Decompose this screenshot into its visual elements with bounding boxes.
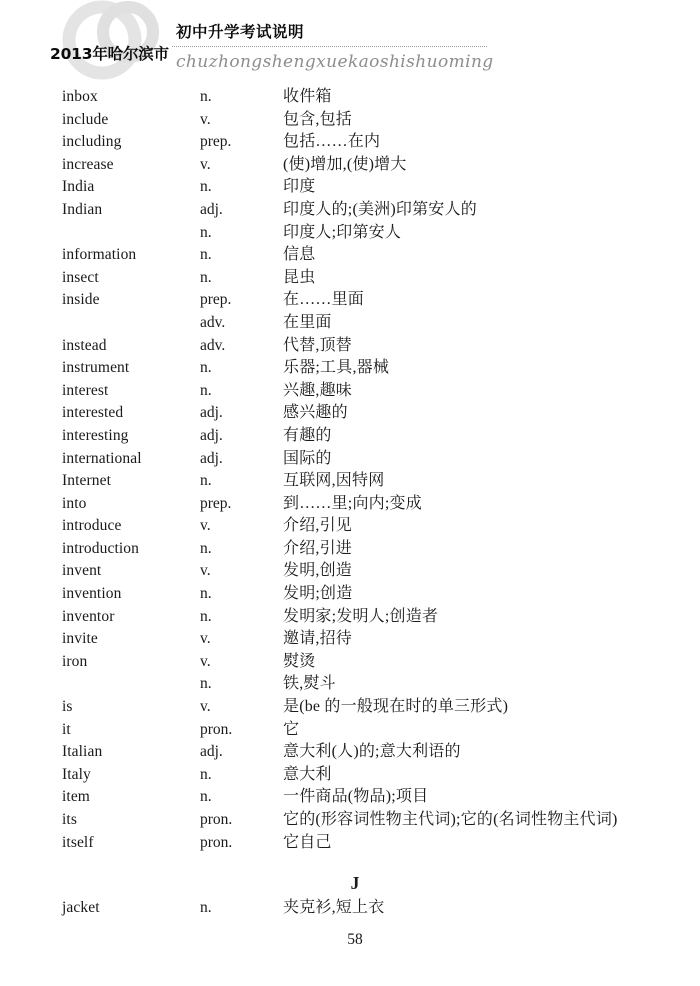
vocabulary-entry-row <box>0 380 700 403</box>
entry-definition: 到……里;向内;变成 <box>283 494 422 512</box>
entry-part-of-speech: prep. <box>200 133 232 151</box>
header-divider <box>172 46 487 47</box>
entry-part-of-speech: n. <box>200 223 212 241</box>
entry-part-of-speech: n. <box>200 899 212 916</box>
title-pinyin: chuzhongshengxuekaoshishuoming <box>176 52 494 72</box>
vocabulary-entry-row <box>0 357 700 380</box>
entry-part-of-speech: adv. <box>200 336 226 354</box>
entry-word: increase <box>62 155 114 173</box>
entry-part-of-speech: v. <box>200 562 211 580</box>
entry-definition: 它自己 <box>283 833 332 851</box>
vocabulary-entry-row <box>0 786 700 809</box>
entry-definition: 它 <box>283 720 300 738</box>
entry-definition: 收件箱 <box>283 88 332 105</box>
vocabulary-entry-row <box>0 199 700 222</box>
page-number: 58 <box>347 931 363 948</box>
entry-definition: 互联网,因特网 <box>283 472 385 490</box>
entry-part-of-speech: adj. <box>200 426 223 444</box>
vocabulary-entry-row <box>0 651 700 674</box>
entry-part-of-speech: pron. <box>200 811 233 828</box>
vocabulary-entry-row <box>0 109 700 132</box>
entry-definition: 信息 <box>283 246 316 264</box>
vocabulary-entry-row <box>0 696 700 719</box>
entry-word: Italy <box>62 765 91 783</box>
entry-part-of-speech: pron. <box>200 720 233 738</box>
vocabulary-entry-row <box>0 538 700 561</box>
entry-word: invent <box>62 562 102 580</box>
vocabulary-entry-row <box>0 425 700 448</box>
entry-definition: 是(be 的一般现在时的单三形式) <box>283 698 509 716</box>
entry-definition: 一件商品(物品);项目 <box>283 788 429 806</box>
entry-definition: 它的(形容词性物主代词);它的(名词性物主代词) <box>283 811 618 828</box>
vocabulary-entry-row <box>0 289 700 312</box>
entry-part-of-speech: v. <box>200 155 211 173</box>
entry-word: instead <box>62 336 107 354</box>
entry-definition: 在里面 <box>283 313 332 331</box>
entry-part-of-speech: n. <box>200 539 212 557</box>
vocabulary-entry-row <box>0 335 700 358</box>
entry-definition: 发明;创造 <box>283 585 353 603</box>
vocabulary-entry-row <box>0 86 700 109</box>
letter-section-heading <box>0 873 700 894</box>
vocabulary-entry-row <box>0 493 700 516</box>
entry-word: Internet <box>62 472 111 490</box>
entry-word: iron <box>62 652 88 670</box>
entry-word: into <box>62 494 87 512</box>
entry-word: is <box>62 698 73 716</box>
entry-definition: (使)增加,(使)增大 <box>283 155 407 173</box>
entry-part-of-speech: adj. <box>200 200 223 218</box>
vocabulary-list-j <box>0 897 700 920</box>
entry-part-of-speech: prep. <box>200 494 232 512</box>
vocabulary-entry-row <box>0 131 700 154</box>
entry-definition: 感兴趣的 <box>283 404 348 422</box>
entry-word: include <box>62 110 109 128</box>
entry-word: jacket <box>62 899 100 916</box>
entry-definition: 印度 <box>283 178 316 196</box>
vocabulary-entry-row <box>0 583 700 606</box>
entry-part-of-speech: n. <box>200 381 212 399</box>
entry-definition: 熨烫 <box>283 652 316 670</box>
entry-definition: 代替,顶替 <box>283 336 353 354</box>
entry-word: introduce <box>62 517 122 535</box>
entry-part-of-speech: n. <box>200 268 212 286</box>
entry-word: invention <box>62 585 122 603</box>
entry-definition: 印度人的;(美洲)印第安人的 <box>283 200 477 218</box>
letter-section-label: J <box>350 873 360 893</box>
entry-word: international <box>62 449 142 467</box>
entry-part-of-speech: v. <box>200 630 211 648</box>
vocabulary-entry-row <box>0 312 700 335</box>
entry-definition: 邀请,招待 <box>283 630 353 648</box>
vocabulary-entry-row <box>0 244 700 267</box>
entry-word: insect <box>62 268 99 286</box>
entry-definition: 发明家;发明人;创造者 <box>283 607 439 625</box>
vocabulary-entry-row <box>0 154 700 177</box>
entry-part-of-speech: n. <box>200 788 212 806</box>
entry-part-of-speech: n. <box>200 359 212 377</box>
entry-definition: 意大利 <box>283 765 332 783</box>
entry-part-of-speech: adj. <box>200 404 223 422</box>
vocabulary-entry-row <box>0 606 700 629</box>
entry-word: inside <box>62 291 100 309</box>
vocabulary-entry-row <box>0 764 700 787</box>
entry-part-of-speech: n. <box>200 472 212 490</box>
entry-word: inventor <box>62 607 115 625</box>
entry-word: introduction <box>62 539 139 557</box>
entry-word: invite <box>62 630 98 648</box>
entry-part-of-speech: pron. <box>200 833 233 851</box>
page-title: 初中升学考试说明 <box>176 23 305 41</box>
entry-word: itself <box>62 833 94 851</box>
vocabulary-entry-row <box>0 741 700 764</box>
entry-word: it <box>62 720 71 738</box>
entry-word: Indian <box>62 200 103 218</box>
entry-part-of-speech: n. <box>200 585 212 603</box>
entry-word: India <box>62 178 95 196</box>
entry-definition: 包括……在内 <box>283 133 381 151</box>
vocabulary-entry-row <box>0 628 700 651</box>
entry-definition: 意大利(人)的;意大利语的 <box>283 743 461 761</box>
entry-definition: 夹克衫,短上衣 <box>283 899 385 916</box>
entry-part-of-speech: v. <box>200 517 211 535</box>
vocabulary-entry-row <box>0 809 700 832</box>
entry-part-of-speech: v. <box>200 110 211 128</box>
entry-part-of-speech: adv. <box>200 313 226 331</box>
entry-definition: 乐器;工具,器械 <box>283 359 390 377</box>
vocabulary-entry-row <box>0 470 700 493</box>
entry-word: interesting <box>62 426 129 444</box>
vocabulary-entry-row <box>0 897 700 920</box>
entry-part-of-speech: n. <box>200 765 212 783</box>
entry-part-of-speech: adj. <box>200 743 223 761</box>
entry-part-of-speech: v. <box>200 652 211 670</box>
entry-word: instrument <box>62 359 130 377</box>
page-header <box>0 0 700 86</box>
entry-definition: 发明,创造 <box>283 562 353 580</box>
entry-part-of-speech: n. <box>200 178 212 196</box>
entry-word: Italian <box>62 743 103 761</box>
vocabulary-entry-row <box>0 832 700 855</box>
entry-part-of-speech: n. <box>200 607 212 625</box>
entry-word: item <box>62 788 90 806</box>
entry-word: including <box>62 133 122 151</box>
entry-definition: 包含,包括 <box>283 110 353 128</box>
entry-definition: 有趣的 <box>283 426 332 444</box>
vocabulary-entry-row <box>0 402 700 425</box>
entry-word: inbox <box>62 88 98 105</box>
entry-definition: 介绍,引进 <box>283 539 353 557</box>
entry-part-of-speech: n. <box>200 675 212 693</box>
entry-word: interest <box>62 381 109 399</box>
vocabulary-entry-row <box>0 267 700 290</box>
entry-word: its <box>62 811 77 828</box>
vocabulary-entry-row <box>0 176 700 199</box>
entry-definition: 国际的 <box>283 449 332 467</box>
entry-definition: 铁,熨斗 <box>283 675 336 693</box>
entry-word: information <box>62 246 137 264</box>
entry-part-of-speech: prep. <box>200 291 232 309</box>
vocabulary-list <box>0 86 700 854</box>
entry-word: interested <box>62 404 124 422</box>
entry-part-of-speech: adj. <box>200 449 223 467</box>
entry-definition: 在……里面 <box>283 291 365 309</box>
entry-part-of-speech: n. <box>200 246 212 264</box>
entry-definition: 昆虫 <box>283 268 316 286</box>
vocabulary-entry-row <box>0 222 700 245</box>
entry-part-of-speech: v. <box>200 698 211 716</box>
vocabulary-entry-row <box>0 673 700 696</box>
entry-definition: 印度人;印第安人 <box>283 223 402 241</box>
entry-definition: 介绍,引见 <box>283 517 353 535</box>
vocabulary-entry-row <box>0 719 700 742</box>
issuer-label: 2013年哈尔滨市 <box>50 45 169 63</box>
entry-definition: 兴趣,趣味 <box>283 381 353 399</box>
vocabulary-entry-row <box>0 515 700 538</box>
entry-part-of-speech: n. <box>200 88 212 105</box>
vocabulary-entry-row <box>0 448 700 471</box>
page-number-footer <box>0 931 700 949</box>
vocabulary-entry-row <box>0 560 700 583</box>
